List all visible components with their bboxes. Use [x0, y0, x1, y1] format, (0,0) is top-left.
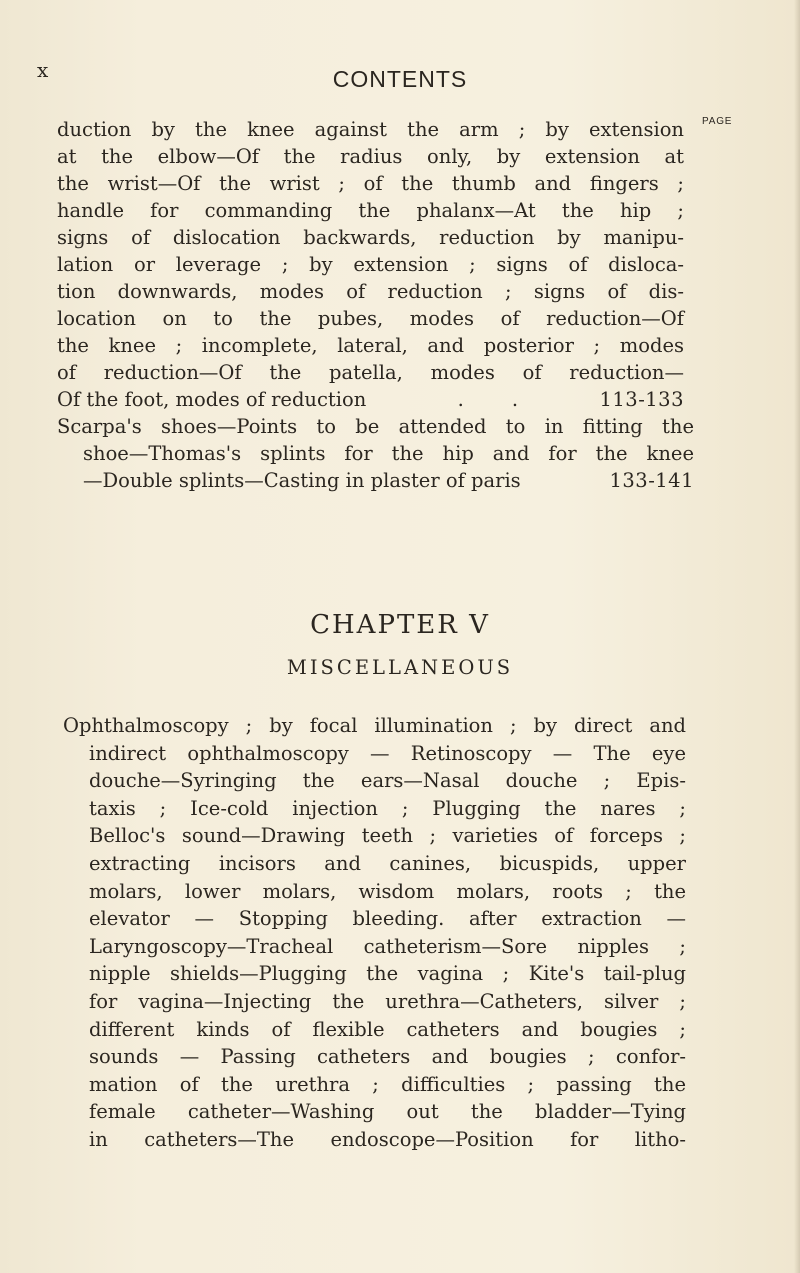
contents-entry-miscellaneous [63, 712, 686, 1154]
entry-last-line [57, 386, 684, 413]
entry-line: Ophthalmoscopy ; by focal illumination ; by direct and [63, 714, 686, 737]
entry-line: at the elbow—Of the radius only, by extension at [57, 145, 684, 168]
entry-line: indirect ophthalmoscopy — Retinoscopy — The eye [89, 741, 686, 765]
entry-last-line [57, 467, 694, 494]
entry-line: the wrist—Of the wrist ; of the thumb and fingers ; [57, 172, 684, 195]
entry-line: —Double splints—Casting in plaster of paris [83, 469, 521, 492]
entry-line: lation or leverage ; by extension ; signs of disloca- [57, 253, 684, 276]
running-head: CONTENTS [332, 66, 468, 92]
entry-line: sounds — Passing catheters and bougies ; confor- [89, 1045, 686, 1069]
leader-dots [366, 386, 599, 413]
entry-line: Of the foot, modes of reduction [57, 388, 367, 411]
entry-line: Belloc's sound—Drawing teeth ; varieties of forceps ; [89, 824, 686, 848]
entry-line: taxis ; Ice-cold injection ; Plugging the nares ; [89, 796, 686, 820]
entry-line: in catheters—The endoscope—Position for litho- [89, 1127, 686, 1151]
entry-line: extracting incisors and canines, bicuspids, upper [89, 851, 686, 875]
entry-line: molars, lower molars, wisdom molars, roots ; the [89, 879, 686, 903]
entry-line: location on to the pubes, modes of reduction—Of [57, 307, 684, 330]
entry-line: tion downwards, modes of reduction ; signs of dis- [57, 280, 684, 303]
entry-line: female catheter—Washing out the bladder—Tying [89, 1100, 686, 1124]
entry-line: shoe—Thomas's splints for the hip and for the knee [83, 442, 694, 465]
entry-line: of reduction—Of the patella, modes of reduction— [57, 361, 684, 384]
page-range: 133-141 [609, 469, 694, 492]
page-range: 113-133 [599, 388, 684, 411]
page-column-label: PAGE [702, 116, 733, 127]
entry-line: Laryngoscopy—Tracheal catheterism—Sore nipples ; [89, 934, 686, 958]
contents-entry-scarpa [57, 413, 694, 494]
chapter-title: CHAPTER V [310, 610, 490, 640]
page-number: x [37, 58, 50, 82]
entry-line: handle for commanding the phalanx—At the hip ; [57, 199, 684, 222]
entry-line: signs of dislocation backwards, reduction by manipu- [57, 226, 684, 249]
contents-entry-continued [57, 116, 684, 413]
entry-line: the knee ; incomplete, lateral, and posterior ; modes [57, 334, 684, 357]
leader-dot: . [511, 388, 519, 411]
entry-line: different kinds of flexible catheters and bougies ; [89, 1017, 686, 1041]
entry-line: nipple shields—Plugging the vagina ; Kite's tail-plug [89, 962, 686, 986]
entry-line: duction by the knee against the arm ; by extension [57, 118, 684, 141]
entry-line: Scarpa's shoes—Points to be attended to in fitting the [57, 415, 694, 438]
entry-line: mation of the urethra ; difficulties ; passing the [89, 1072, 686, 1096]
chapter-subtitle: MISCELLANEOUS [286, 656, 514, 679]
leader-dot: . [457, 388, 464, 411]
entry-line: elevator — Stopping bleeding. after extraction — [89, 907, 686, 931]
entry-line: douche—Syringing the ears—Nasal douche ; Epis- [89, 769, 686, 793]
entry-line: for vagina—Injecting the urethra—Catheters, silver ; [89, 989, 686, 1013]
